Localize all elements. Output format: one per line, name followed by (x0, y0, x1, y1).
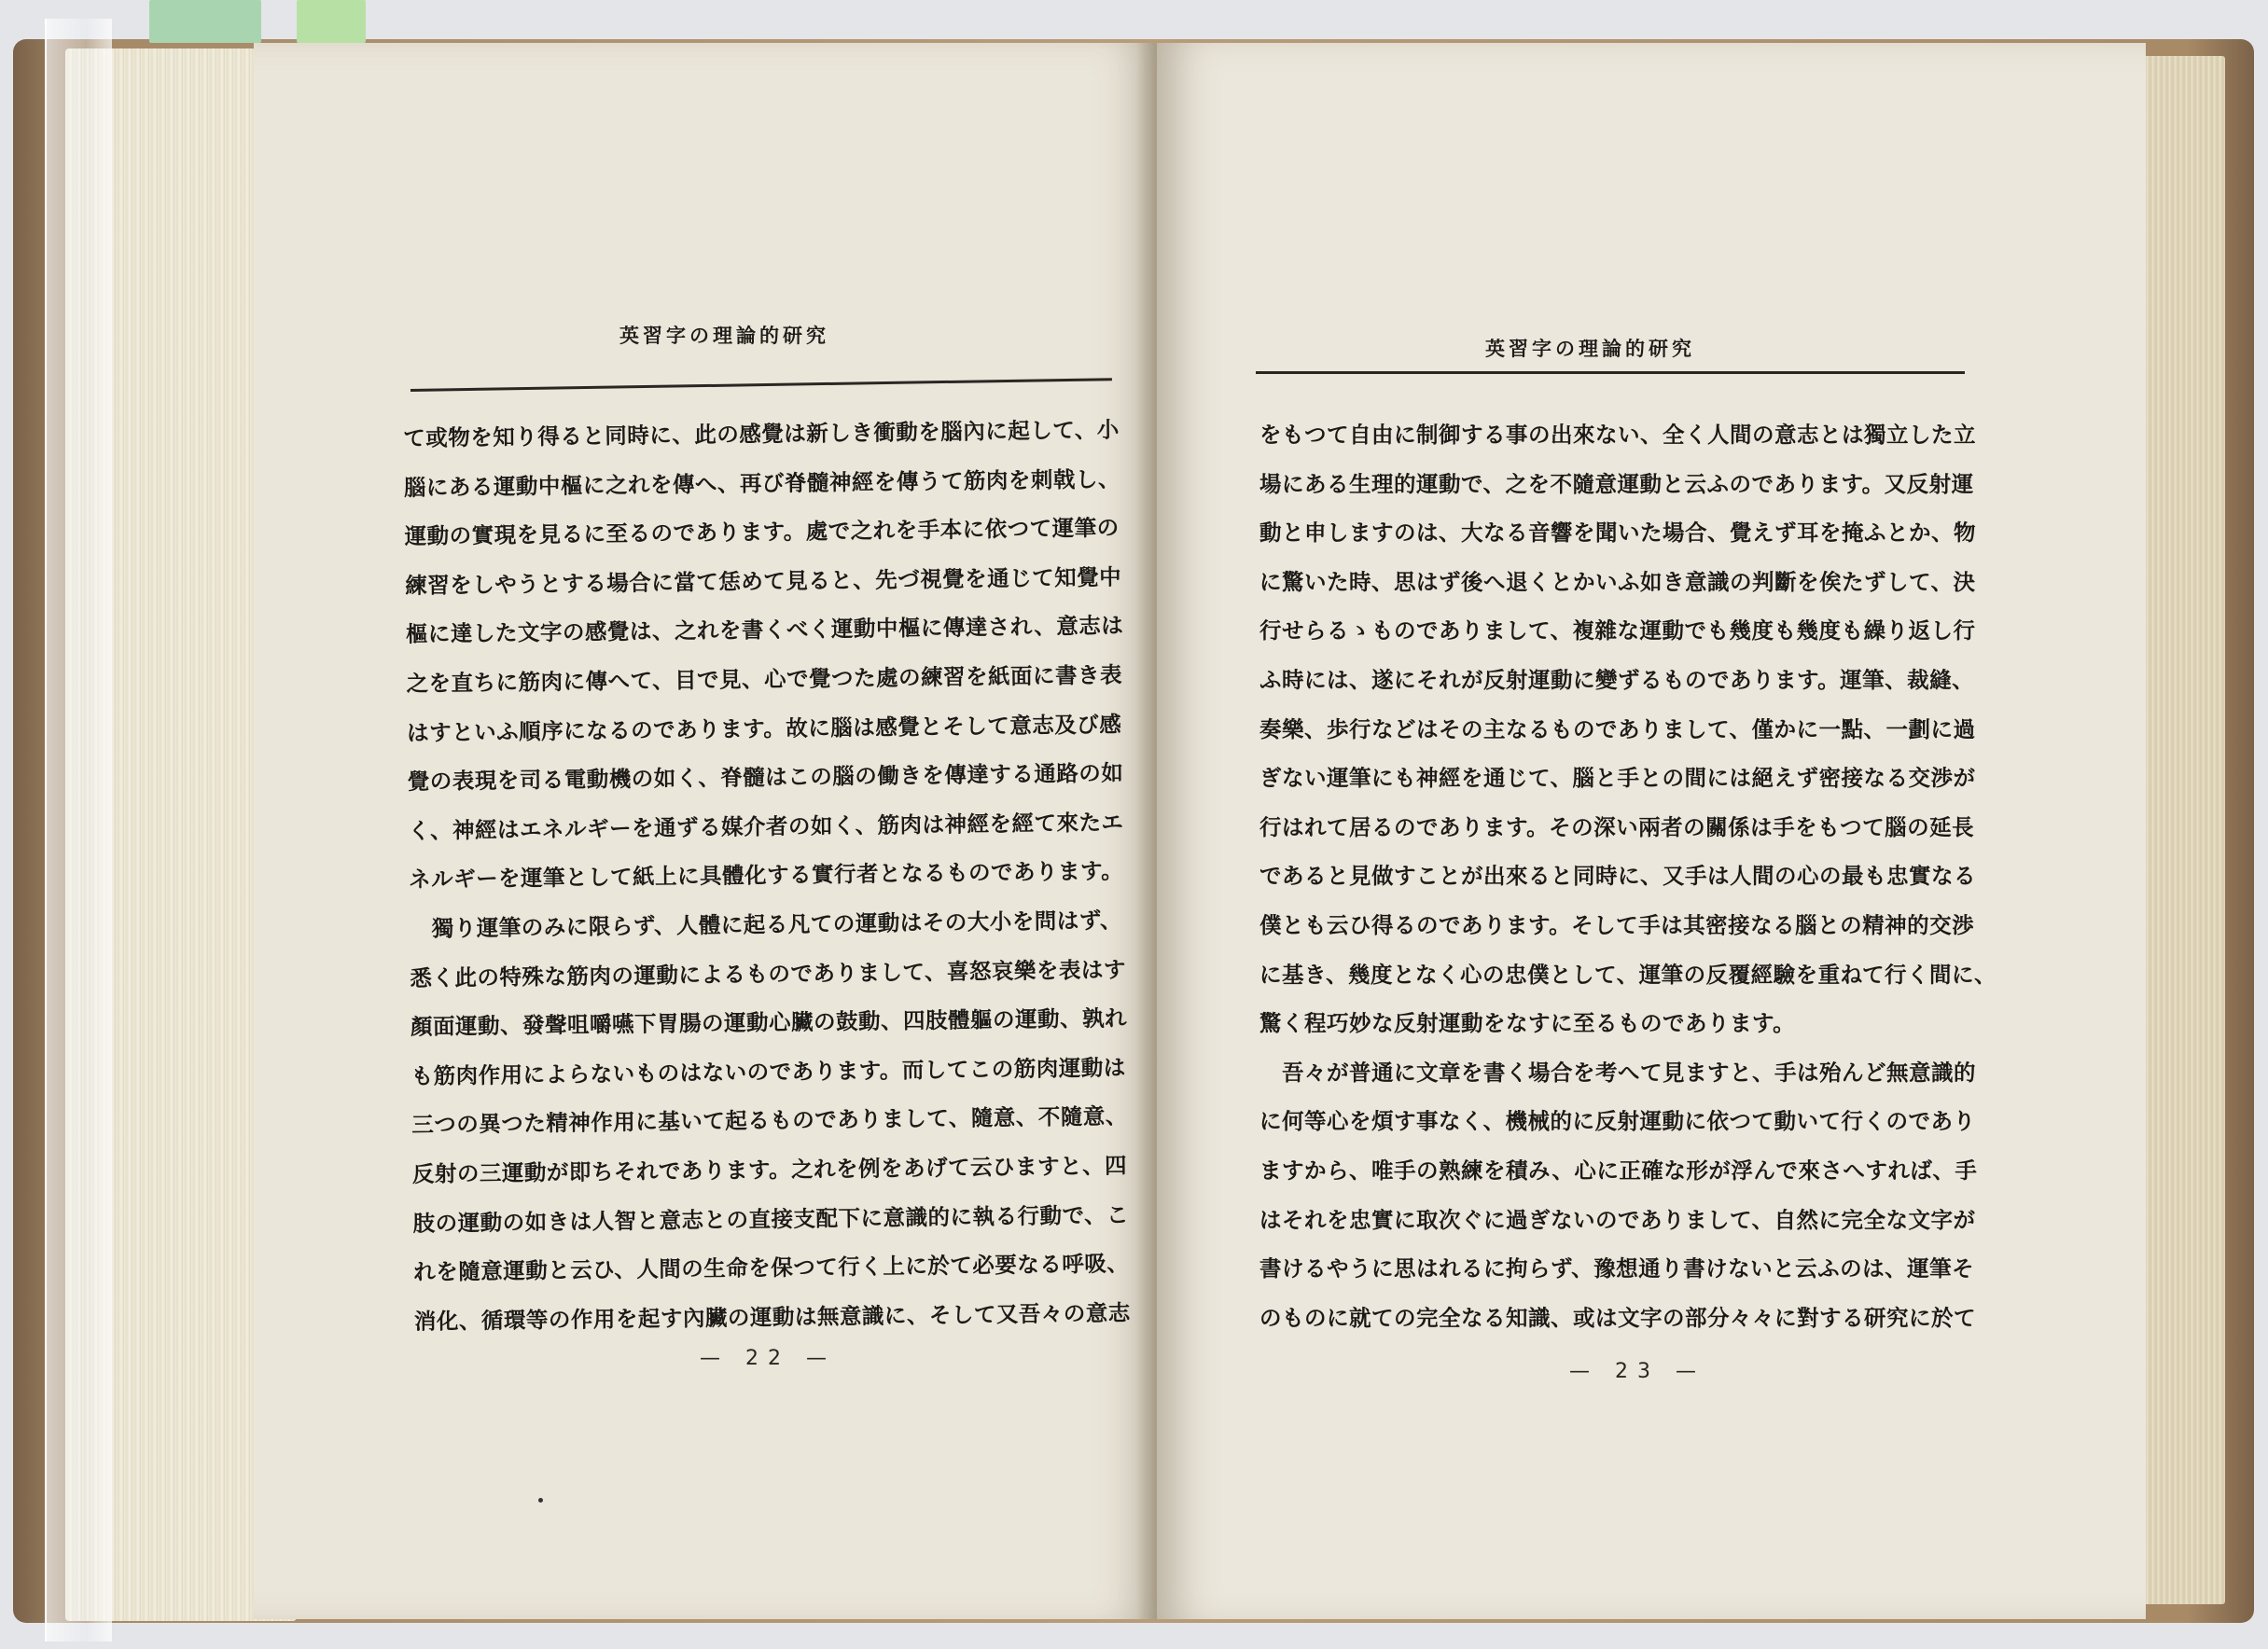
text-line: 奏樂、歩行などはその主なるものでありまして、僅かに一點、一劃に過 (1259, 715, 1976, 742)
text-line: ますから、唯手の熟練を積み、心に正確な形が浮んで來さへすれば、手 (1259, 1157, 1978, 1184)
text-line: に何等心を煩す事なく、機械的に反射運動に依つて動いて行くのであり (1259, 1108, 1976, 1135)
text-line: ネルギーを運筆として紙上に具體化する實行者となるものであります。 (408, 857, 1124, 894)
text-line: 消化、循環等の作用を起す內臟の運動は無意識に、そして又吾々の意志 (413, 1299, 1131, 1335)
text-line: も筋肉作用によらないものはないのであります。而してこの筋肉運動は (410, 1054, 1126, 1089)
text-line: 反射の三運動が即ちそれであります。之れを例をあげて云ひますと、四 (411, 1152, 1128, 1187)
left-page (254, 43, 1157, 1619)
page-edges-right (2136, 56, 2225, 1604)
text-line: をもつて自由に制御する事の出來ない、全く人間の意志とは獨立した立 (1259, 422, 1976, 448)
text-line: ぎない運筆にも神經を通じて、腦と手との間には絕えず密接なる交渉が (1259, 765, 1976, 792)
text-line: て或物を知り得ると同時に、此の感覺は新しき衝動を腦內に起して、小 (403, 416, 1120, 451)
text-line: 練習をしやうとする場合に當て恁めて見ると、先づ視覺を通じて知覺中 (405, 563, 1122, 599)
text-line: 覺の表現を司る電動機の如く、脊髓はこの腦の働きを傳達する通路の如 (407, 759, 1124, 796)
text-line: 運動の實現を見るに至るのであります。處で之れを手本に依つて運筆の (404, 514, 1120, 550)
text-line: 動と申しますのは、大なる音響を聞いた場合、覺えず耳を掩ふとか、物 (1259, 520, 1976, 547)
text-line: に基き、幾度となく心の忠僕として、運筆の反覆經驗を重ねて行く間に、 (1259, 961, 1997, 988)
text-line: 驚く程巧妙な反射運動をなすに至るものであります。 (1259, 1010, 1796, 1037)
running-header: 英習字の理論的研究 (1485, 337, 1695, 360)
running-header: 英習字の理論的研究 (619, 324, 829, 347)
text-line: 行せらるゝものでありまして、複雜な運動でも幾度も幾度も繰り返し行 (1259, 617, 1976, 644)
text-line: 樞に達した文字の感覺は、之れを書くべく運動中樞に傳達され、意志は (405, 612, 1124, 648)
text-line: れを隨意運動と云ひ、人間の生命を保つて行く上に於て必要なる呼吸、 (413, 1250, 1130, 1286)
text-line: のものに就ての完全なる知識、或は文字の部分々々に對する研究に於て (1259, 1304, 1976, 1331)
text-line: はすといふ順序になるのであります。故に腦は感覺とそして意志及び感 (407, 711, 1122, 746)
page-number: — 22 — (700, 1347, 836, 1370)
page-number: — 23 — (1569, 1360, 1705, 1383)
text-line: 三つの異つた精神作用に基いて起るものでありまして、隨意、不隨意、 (411, 1102, 1128, 1139)
text-line: 獨り運筆のみに限らず、人體に起る凡ての運動はその大小を問はず、 (409, 907, 1123, 942)
glass-plate (45, 19, 112, 1642)
text-line: 吾々が普通に文章を書く場合を考へて見ますと、手は殆んど無意識的 (1259, 1059, 1976, 1086)
header-rule (410, 378, 1112, 392)
text-line: 腦にある運動中樞に之れを傳へ、再び脊髓神經を傳うて筋肉を刺戟し、 (403, 465, 1121, 501)
header-rule (1256, 371, 1965, 374)
text-line: であると見做すことが出來ると同時に、又手は人間の心の最も忠實なる (1259, 863, 1976, 890)
page-marker-tab (149, 0, 261, 43)
text-line: 顏面運動、發聲咀嚼嚥下胃腸の運動心臟の鼓動、四肢體軀の運動、孰れ (410, 1005, 1128, 1041)
page-marker-tab (297, 0, 366, 43)
text-line: 書けるやうに思はれるに拘らず、豫想通り書けないと云ふのは、運筆そ (1259, 1255, 1975, 1282)
text-line: ふ時には、遂にそれが反射運動に變ずるものであります。運筆、裁縫、 (1259, 666, 1975, 693)
right-page (1157, 43, 2146, 1619)
text-line: 僕とも云ひ得るのであります。そして手は其密接なる腦との精神的交渉 (1259, 911, 1975, 938)
text-line: 場にある生理的運動で、之を不隨意運動と云ふのであります。又反射運 (1259, 470, 1974, 497)
text-line: 肢の運動の如きは人智と意志との直接支配下に意識的に執る行動で、こ (412, 1201, 1130, 1237)
ink-speck (538, 1498, 543, 1503)
text-line: 悉く此の特殊な筋肉の運動によるものでありまして、喜怒哀樂を表はす (410, 956, 1127, 991)
text-line: に驚いた時、思はず後へ退くとかいふ如き意識の判斷を俟たずして、決 (1259, 568, 1976, 595)
body-text (403, 406, 1133, 1347)
text-line: く、神經はエネルギーを通ずる媒介者の如く、筋肉は神經を經て來たエ (408, 809, 1124, 844)
text-line: 行はれて居るのであります。その深い兩者の關係は手をもつて腦の延長 (1259, 813, 1975, 840)
text-line: 之を直ちに筋肉に傳へて、目で見、心で覺つた處の練習を紙面に書き表 (406, 661, 1123, 697)
body-text (1259, 410, 1997, 1342)
text-line: はそれを忠實に取次ぐに過ぎないのでありまして、自然に完全な文字が (1259, 1206, 1976, 1233)
